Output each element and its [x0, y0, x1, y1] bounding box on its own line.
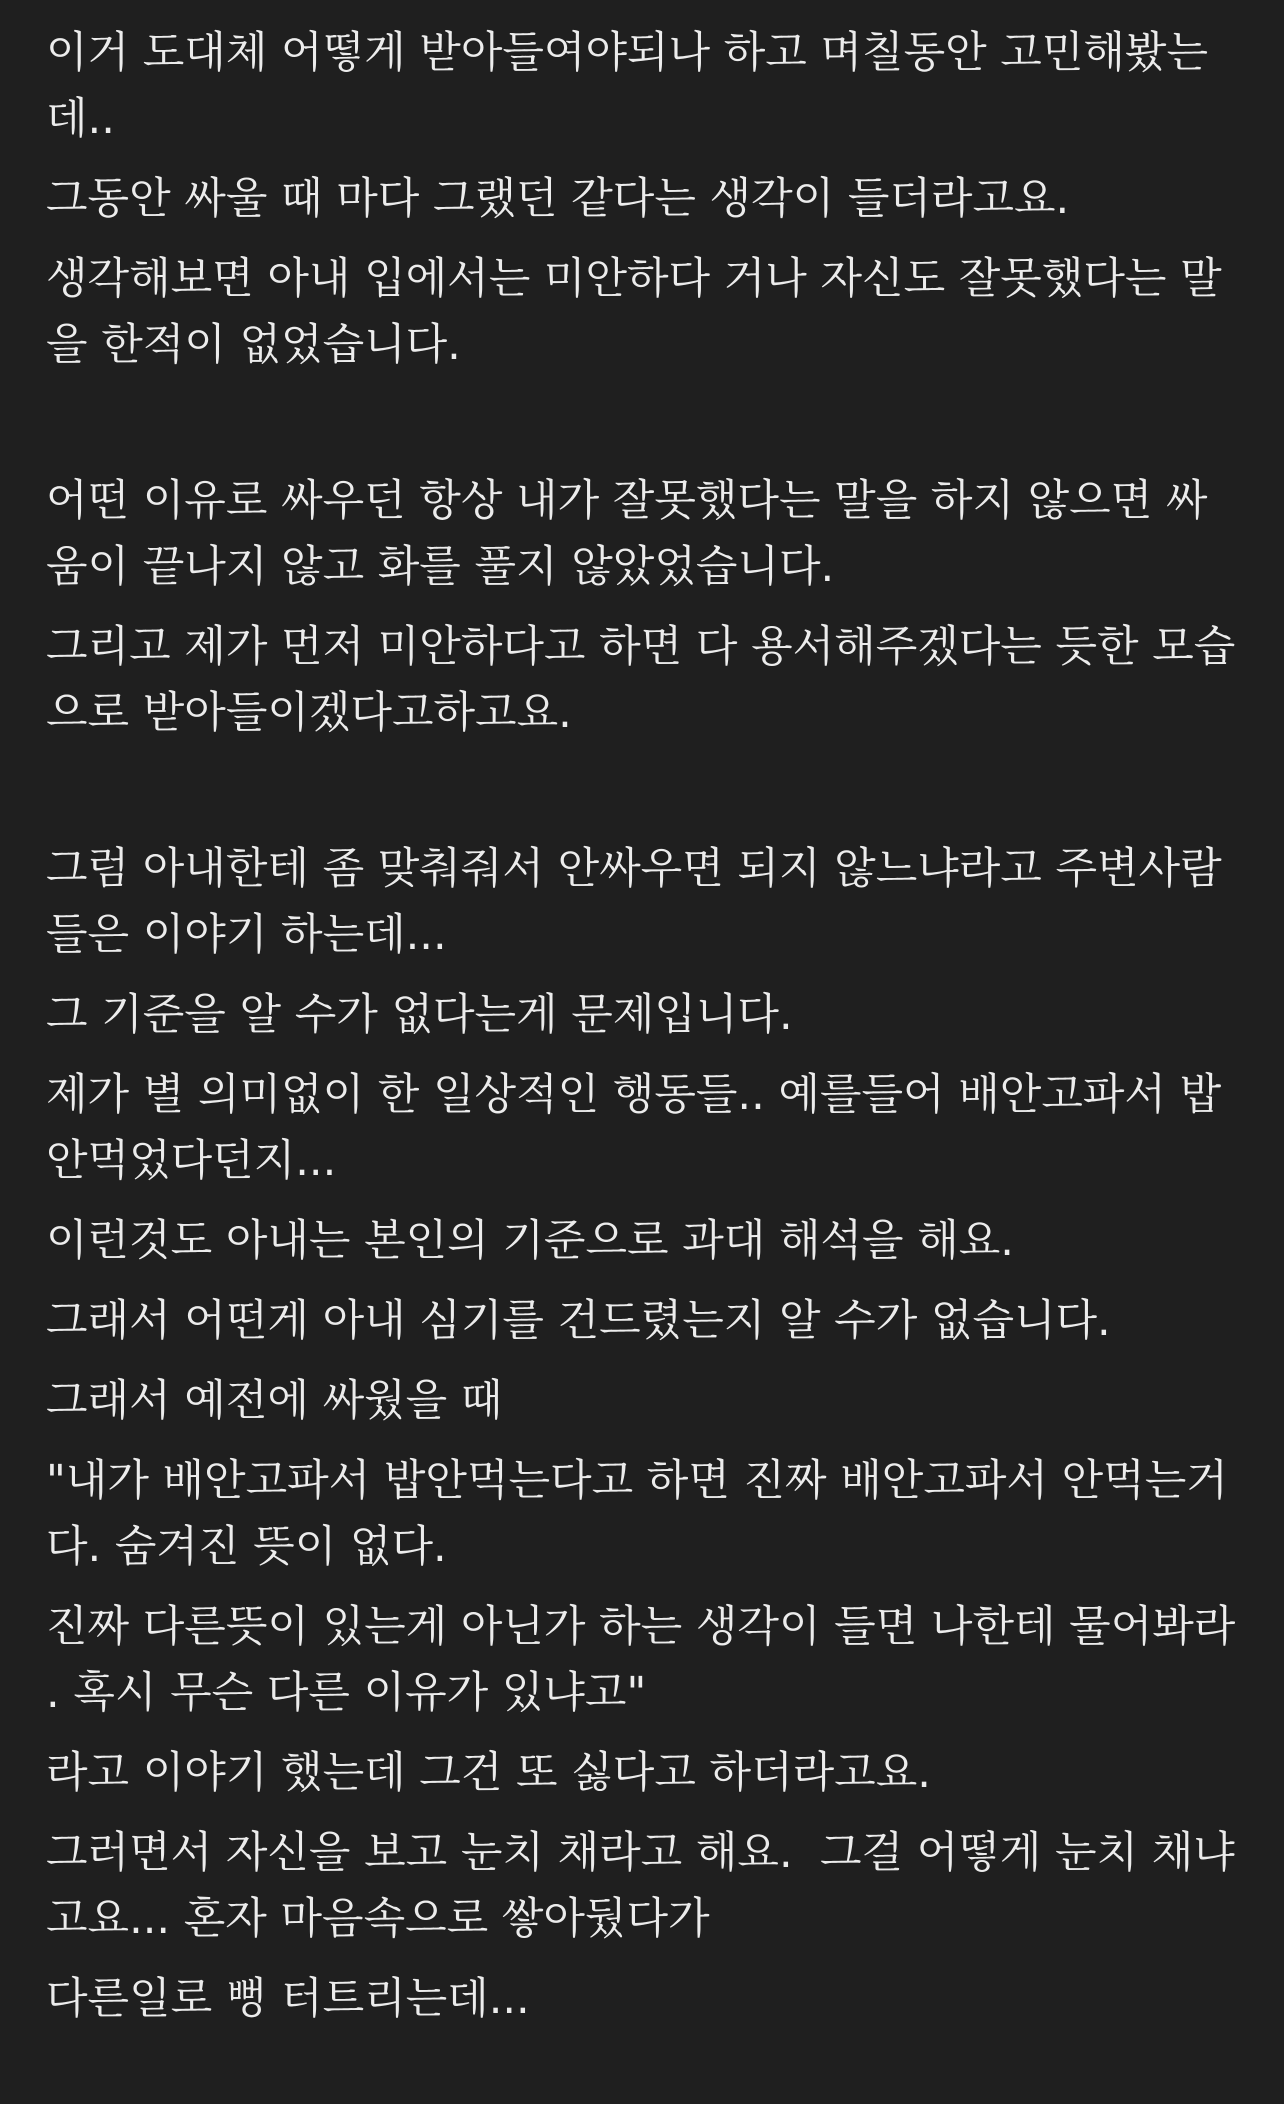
paragraph-15: 그러면서 자신을 보고 눈치 채라고 해요. 그걸 어떻게 눈치 채냐 고요... 혼자 마음속으로 쌓아뒀다가 — [46, 1828, 1235, 1944]
blank-line — [46, 760, 1246, 836]
paragraph-4: 어떤 이유로 싸우던 항상 내가 잘못했다는 말을 하지 않으면 싸 움이 끝나지 않고 화를 풀지 않았었습니다. — [46, 476, 1208, 592]
paragraph-14: 라고 이야기 했는데 그건 또 싫다고 하더라고요. — [46, 1748, 931, 1798]
paragraph-1: 이거 도대체 어떻게 받아들여야되나 하고 며칠동안 고민해봤는 데.. — [46, 28, 1208, 144]
paragraph-12: "내가 배안고파서 밥안먹는다고 하면 진짜 배안고파서 안먹는거 다. 숨겨진 뜻이 없다. — [46, 1456, 1228, 1572]
paragraph-3: 생각해보면 아내 입에서는 미안하다 거나 자신도 잘못했다는 말 을 한적이 없었습니다. — [46, 254, 1222, 370]
paragraph-7: 그 기준을 알 수가 없다는게 문제입니다. — [46, 990, 793, 1040]
paragraph-11: 그래서 예전에 싸웠을 때 — [46, 1376, 503, 1426]
post-body — [46, 20, 1246, 2046]
paragraph-16: 다른일로 뻥 터트리는데... — [46, 1974, 530, 2024]
paragraph-10: 그래서 어떤게 아내 심기를 건드렸는지 알 수가 없습니다. — [46, 1296, 1111, 1346]
paragraph-9: 이런것도 아내는 본인의 기준으로 과대 해석을 해요. — [46, 1216, 1014, 1266]
paragraph-5: 그리고 제가 먼저 미안하다고 하면 다 용서해주겠다는 듯한 모습 으로 받아들이겠다고하고요. — [46, 622, 1236, 738]
blank-line — [46, 392, 1246, 468]
paragraph-8: 제가 별 의미없이 한 일상적인 행동들.. 예를들어 배안고파서 밥 안먹었다던지... — [46, 1070, 1222, 1186]
paragraph-13: 진짜 다른뜻이 있는게 아닌가 하는 생각이 들면 나한테 물어봐라 . 혹시 무슨 다른 이유가 있냐고" — [46, 1602, 1236, 1718]
paragraph-6: 그럼 아내한테 좀 맞춰줘서 안싸우면 되지 않느냐라고 주변사람 들은 이야기 하는데... — [46, 844, 1222, 960]
paragraph-2: 그동안 싸울 때 마다 그랬던 같다는 생각이 들더라고요. — [46, 174, 1070, 224]
